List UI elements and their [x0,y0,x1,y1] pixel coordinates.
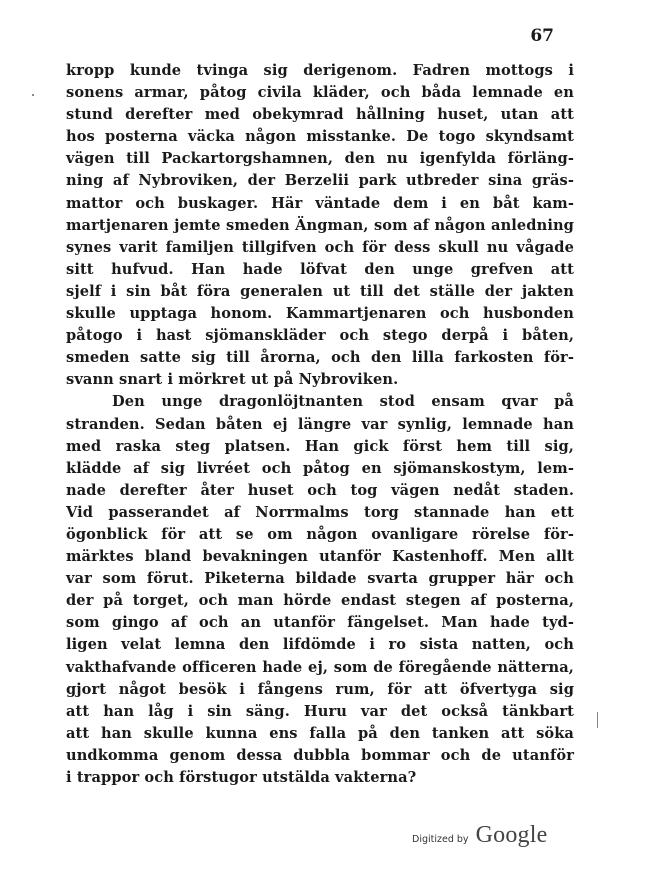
paragraph-1 [66,60,574,391]
text-line: som gingo af och an utanför fängelset. Man hade tyd- [66,614,574,632]
text-line: ning af Nybroviken, der Berzelii park utbreder sina gräs- [66,172,574,190]
text-line: stranden. Sedan båten ej längre var synlig, lemnade han [66,415,574,433]
scan-speck [597,712,598,728]
text-line: påtogo i hast sjömanskläder och stego derpå i båten, [66,327,574,345]
paragraph-2 [66,391,574,789]
text-line: vägen till Packartorgshamnen, den nu igenfylda förläng- [66,150,574,168]
text-line: att han låg i sin säng. Huru var det också tänkbart [66,702,574,720]
google-logo-text: Google [475,822,548,848]
text-line: sjelf i sin båt föra generalen ut till det ställe der jakten [66,282,574,300]
digitized-label: Digitized by [412,834,469,845]
text-line: stund derefter med obekymrad hållning huset, utan att [66,106,574,124]
text-line: sitt hufvud. Han hade löfvat den unge grefven att [66,260,574,278]
text-line: smeden satte sig till årorna, och den lilla farkosten för- [66,349,574,367]
page-number: 67 [530,26,554,46]
scan-speck [32,94,34,96]
text-line: sonens armar, påtog civila kläder, och båda lemnade en [66,84,574,102]
text-line: nade derefter åter huset och tog vägen nedåt staden. [66,481,574,499]
text-line: synes varit familjen tillgifven och för dess skull nu vågade [66,238,574,256]
text-line: Den unge dragonlöjtnanten stod ensam qvar på [112,393,574,411]
text-line: vakthafvande officeren hade ej, som de föregående nätterna, [66,658,574,676]
text-line: att han skulle kunna ens falla på den tanken att söka [66,724,574,742]
text-line: mattor och buskager. Här väntade dem i en båt kam- [66,194,574,212]
text-line: gjort något besök i fångens rum, för att öfvertyga sig [66,680,574,698]
body-text [66,60,574,789]
text-line: skulle upptaga honom. Kammartjenaren och husbonden [66,305,574,323]
text-line: i trappor och förstugor utstälda vakterna? [66,769,417,786]
text-line: undkomma genom dessa dubbla bommar och de utanför [66,746,574,764]
text-line: klädde af sig livréet och påtog en sjömanskostym, lem- [66,459,574,477]
text-line: der på torget, och man hörde endast stegen af posterna, [66,592,574,610]
text-line: martjenaren jemte smeden Ängman, som af någon anledning [66,216,574,234]
text-line: märktes bland bevakningen utanför Kastenhoff. Men allt [66,548,574,566]
text-line: ögonblick för att se om någon ovanligare rörelse för- [66,525,574,543]
text-line: med raska steg platsen. Han gick först hem till sig, [66,437,574,455]
text-line: kropp kunde tvinga sig derigenom. Fadren mottogs i [66,62,574,79]
text-line: Vid passerandet af Norrmalms torg stannade han ett [66,503,574,521]
text-line: hos posterna väcka någon misstanke. De togo skyndsamt [66,128,574,146]
text-line: svann snart i mörkret ut på Nybroviken. [66,371,399,389]
digitized-by-google-watermark [412,822,552,849]
text-line: var som förut. Piketerna bildade svarta grupper här och [66,570,574,588]
text-line: ligen velat lemna den lifdömde i ro sista natten, och [66,636,574,654]
